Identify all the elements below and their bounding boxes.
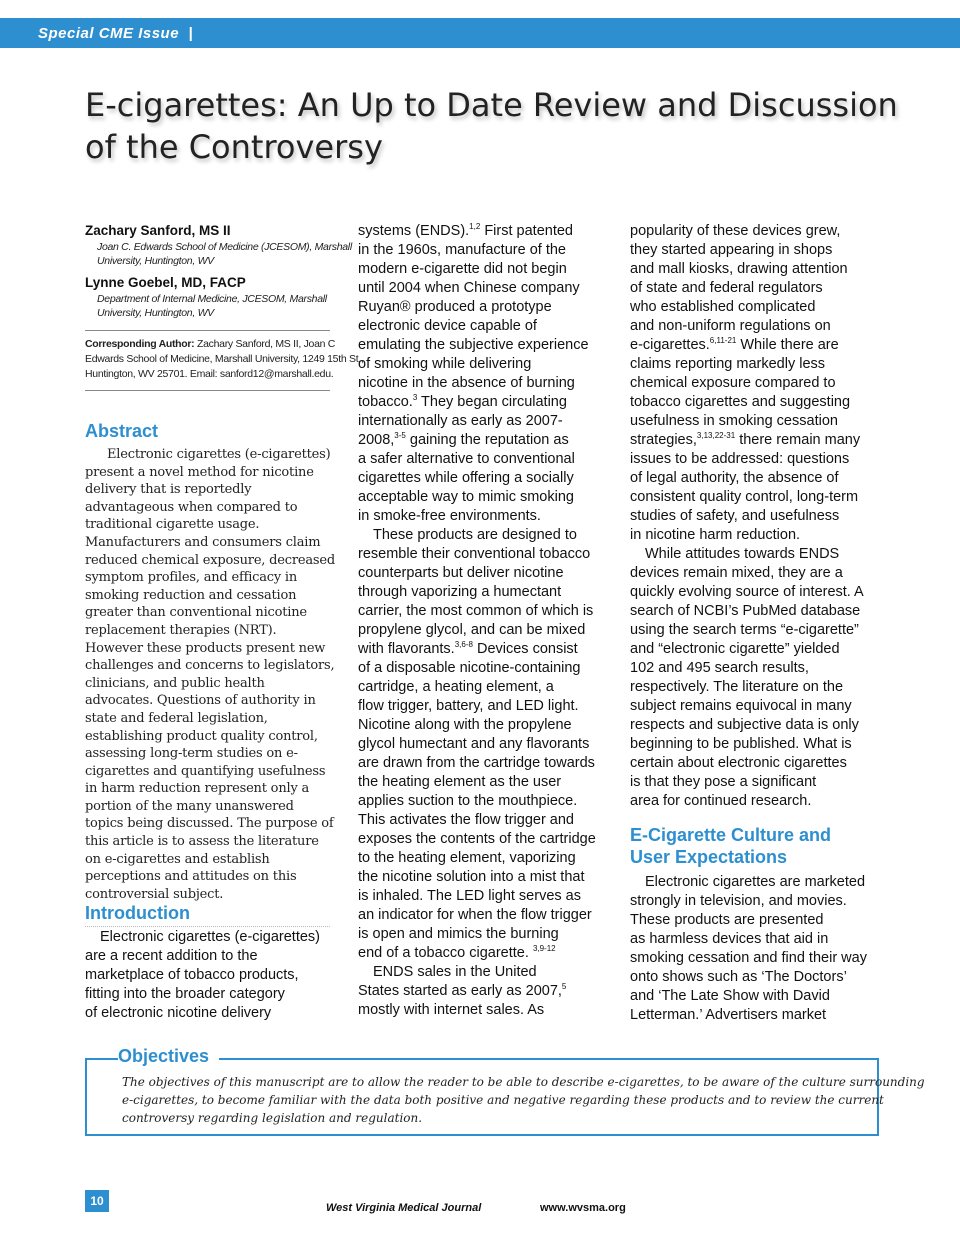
text-run: e-cigarettes.: [630, 337, 710, 353]
text-line: an indicator for when the flow trigger: [358, 907, 592, 923]
text-line: the heating element as the user: [358, 774, 562, 790]
text-line: Ruyan® produced a prototype: [358, 299, 552, 315]
text-line: Nicotine along with the propylene: [358, 717, 572, 733]
text-line: fitting into the broader category: [85, 986, 285, 1002]
text-line: propylene glycol, and can be mixed: [358, 622, 586, 638]
text-line: through vaporizing a humectant: [358, 584, 562, 600]
culture-heading: [630, 824, 900, 868]
affiliation-line: University, Huntington, WV: [97, 255, 214, 267]
text-line: popularity of these devices grew,: [630, 223, 841, 239]
text-line: applies suction to the mouthpiece.: [358, 793, 578, 809]
text-line: and “electronic cigarette” yielded: [630, 641, 840, 657]
text-line: who established complicated: [630, 299, 816, 315]
corresponding-label: Corresponding Author:: [85, 338, 195, 350]
text-run: While there are: [736, 337, 839, 353]
text-line: is inhaled. The LED light serves as: [358, 888, 581, 904]
affiliation-line: Department of Internal Medicine, JCESOM, Marshall: [97, 293, 327, 305]
text-line: of electronic nicotine delivery: [85, 1005, 272, 1021]
abstract-paragraph: Electronic cigarettes (e-cigarettes) present a novel method for nicotine delivery that is reportedly advantageous when compared to traditional cigarette usage. Manufacturers and consumers claim reduced chemical exposure, decreased symptom profiles, and efficacy in smoking reduction and cessation greater than conventional nicotine replacement therapies (NRT). However these products present new challenges and concerns to legislators, clinicians, and public health advocates. Questions of authority in state and federal legislation, establishing product quality control, assessing long-term studies on e-cigarettes and quantifying usefulness in harm reduction represent only a portion of the many unanswered topics being discussed. The purpose of this article is to assess the literature on e-cigarettes and establish perceptions and attitudes on this controversial subject.: [85, 447, 336, 902]
corresponding-line: Edwards School of Medicine, Marshall University, 1249 15th St.,: [85, 353, 364, 365]
text-line: search of NCBI’s PubMed database: [630, 603, 861, 619]
culture-text: [630, 873, 890, 1025]
text-line: studies of safety, and usefulness: [630, 508, 840, 524]
citation: 3-5: [394, 431, 406, 441]
text-line: These products are presented: [630, 912, 824, 928]
column-2-text: [358, 222, 608, 1020]
text-run: First patented: [480, 223, 573, 239]
text-line: flow trigger, battery, and LED light.: [358, 698, 579, 714]
text-line: of a disposable nicotine-containing: [358, 660, 581, 676]
text-line: using the search terms “e-cigarette”: [630, 622, 859, 638]
corresponding-line: Huntington, WV 25701. Email: sanford12@marshall.edu.: [85, 368, 334, 380]
text-line: cigarettes while offering a socially: [358, 470, 574, 486]
divider: [85, 330, 330, 331]
corresponding-author: [85, 337, 364, 382]
text-line: e-cigarettes, to become familiar with the data both positive and negative regarding these products and to review the current: [122, 1093, 884, 1107]
text-line: ENDS sales in the United: [373, 964, 537, 980]
text-line: glycol humectant and any flavorants: [358, 736, 590, 752]
text-line: strongly in television, and movies.: [630, 893, 847, 909]
text-line: The objectives of this manuscript are to allow the reader to be able to describe e-cigarettes, to be aware of the culture surrounding: [122, 1075, 925, 1089]
text-line: and non-uniform regulations on: [630, 318, 831, 334]
text-line: and mall kiosks, drawing attention: [630, 261, 848, 277]
text-line: controversy regarding legislation and regulation.: [122, 1111, 423, 1125]
introduction-heading: Introduction: [85, 902, 330, 927]
text-line: carrier, the most common of which is: [358, 603, 594, 619]
text-line: consistent quality control, long-term: [630, 489, 859, 505]
text-line: modern e-cigarette did not begin: [358, 261, 567, 277]
citation: 3: [412, 393, 418, 403]
text-line: of smoking while delivering: [358, 356, 532, 372]
text-run: there remain many: [735, 432, 861, 448]
introduction-text: [85, 928, 335, 1023]
text-line: the nicotine solution into a mist that: [358, 869, 585, 885]
text-run: 2008,: [358, 432, 395, 448]
citation: 5: [561, 982, 567, 992]
text-line: as harmless devices that aid in: [630, 931, 829, 947]
text-line: Electronic cigarettes are marketed: [645, 874, 866, 890]
heading-line: E-Cigarette Culture and: [630, 825, 832, 845]
text-run: gaining the reputation as: [405, 432, 569, 448]
journal-name: West Virginia Medical Journal: [326, 1202, 482, 1214]
text-line: devices remain mixed, they are a: [630, 565, 843, 581]
citation: 3,9-12: [532, 944, 556, 954]
text-line: Letterman.’ Advertisers market: [630, 1007, 827, 1023]
text-line: respects and subjective data is only: [630, 717, 859, 733]
text-line: issues to be addressed: questions: [630, 451, 850, 467]
author-affiliation: [85, 292, 330, 320]
text-run: tobacco.: [358, 394, 413, 410]
article-title: [85, 84, 905, 168]
text-line: emulating the subjective experience: [358, 337, 589, 353]
objectives-heading: Objectives: [118, 1045, 219, 1067]
text-line: usefulness in smoking cessation: [630, 413, 838, 429]
text-run: They began circulating: [417, 394, 567, 410]
text-line: Electronic cigarettes (e-cigarettes): [100, 929, 320, 945]
page-number: 10: [85, 1190, 109, 1212]
text-line: beginning to be published. What is: [630, 736, 852, 752]
text-line: resemble their conventional tobacco: [358, 546, 591, 562]
text-line: marketplace of tobacco products,: [85, 967, 299, 983]
text-line: claims reporting markedly less: [630, 356, 826, 372]
corresponding-line: Zachary Sanford, MS II, Joan C: [194, 338, 336, 350]
text-line: until 2004 when Chinese company: [358, 280, 580, 296]
text-line: and ‘The Late Show with David: [630, 988, 830, 1004]
text-line: is open and mimics the burning: [358, 926, 559, 942]
column-3-text: [630, 222, 880, 811]
issue-banner: [0, 18, 960, 48]
citation: 1,2: [469, 222, 481, 232]
text-line: mostly with internet sales. As: [358, 1002, 545, 1018]
text-line: subject remains equivocal in many: [630, 698, 852, 714]
text-line: nicotine in the absence of burning: [358, 375, 575, 391]
text-line: 102 and 495 search results,: [630, 660, 809, 676]
text-line: exposes the contents of the cartridge: [358, 831, 596, 847]
text-line: acceptable way to mimic smoking: [358, 489, 574, 505]
affiliation-line: Joan C. Edwards School of Medicine (JCESOM), Marshall: [97, 241, 352, 253]
text-line: in smoke-free environments.: [358, 508, 541, 524]
title-line-2: of the Controversy: [85, 128, 383, 166]
author-name: Lynne Goebel, MD, FACP: [85, 275, 246, 290]
text-line: are drawn from the cartridge towards: [358, 755, 595, 771]
authors-block: [85, 222, 364, 397]
citation: 3,13,22-31: [696, 431, 736, 441]
affiliation-line: University, Huntington, WV: [97, 307, 214, 319]
text-line: These products are designed to: [373, 527, 577, 543]
text-line: tobacco cigarettes and suggesting: [630, 394, 851, 410]
text-line: While attitudes towards ENDS: [645, 546, 840, 562]
title-line-1: E-cigarettes: An Up to Date Review and Discussion: [85, 86, 898, 124]
text-line: electronic device capable of: [358, 318, 537, 334]
text-line: smoking cessation and find their way: [630, 950, 867, 966]
text-line: a safer alternative to conventional: [358, 451, 575, 467]
text-line: of legal authority, the absence of: [630, 470, 839, 486]
text-line: respectively. The literature on the: [630, 679, 844, 695]
website-link[interactable]: www.wvsma.org: [540, 1202, 626, 1214]
text-run: systems (ENDS).: [358, 223, 470, 239]
text-line: is that they pose a significant: [630, 774, 817, 790]
text-line: in nicotine harm reduction.: [630, 527, 801, 543]
divider: [85, 390, 330, 391]
objectives-text: [122, 1073, 925, 1127]
text-line: internationally as early as 2007-: [358, 413, 563, 429]
citation: 3,6-8: [454, 640, 473, 650]
text-line: area for continued research.: [630, 793, 812, 809]
text-run: end of a tobacco cigarette.: [358, 945, 529, 961]
author-affiliation: [85, 240, 352, 268]
text-line: cartridge, a heating element, a: [358, 679, 554, 695]
citation: 6,11-21: [709, 336, 737, 346]
abstract-heading: Abstract: [85, 421, 159, 441]
text-line: in the 1960s, manufacture of the: [358, 242, 566, 258]
abstract-text: [85, 446, 335, 903]
text-run: strategies,: [630, 432, 697, 448]
text-line: are a recent addition to the: [85, 948, 258, 964]
text-line: certain about electronic cigarettes: [630, 755, 847, 771]
text-run: Devices consist: [472, 641, 578, 657]
text-line: quickly evolving source of interest. A: [630, 584, 864, 600]
text-line: This activates the flow trigger and: [358, 812, 574, 828]
text-line: onto shows such as ‘The Doctors’: [630, 969, 847, 985]
text-line: of state and federal regulators: [630, 280, 823, 296]
text-run: with flavorants.: [358, 641, 455, 657]
text-line: they started appearing in shops: [630, 242, 833, 258]
text-line: to the heating element, vaporizing: [358, 850, 576, 866]
author-name: Zachary Sanford, MS II: [85, 223, 231, 238]
text-line: chemical exposure compared to: [630, 375, 836, 391]
banner-text: Special CME Issue |: [38, 25, 194, 42]
text-run: States started as early as 2007,: [358, 983, 562, 999]
text-line: counterparts but deliver nicotine: [358, 565, 564, 581]
heading-line: User Expectations: [630, 847, 788, 867]
